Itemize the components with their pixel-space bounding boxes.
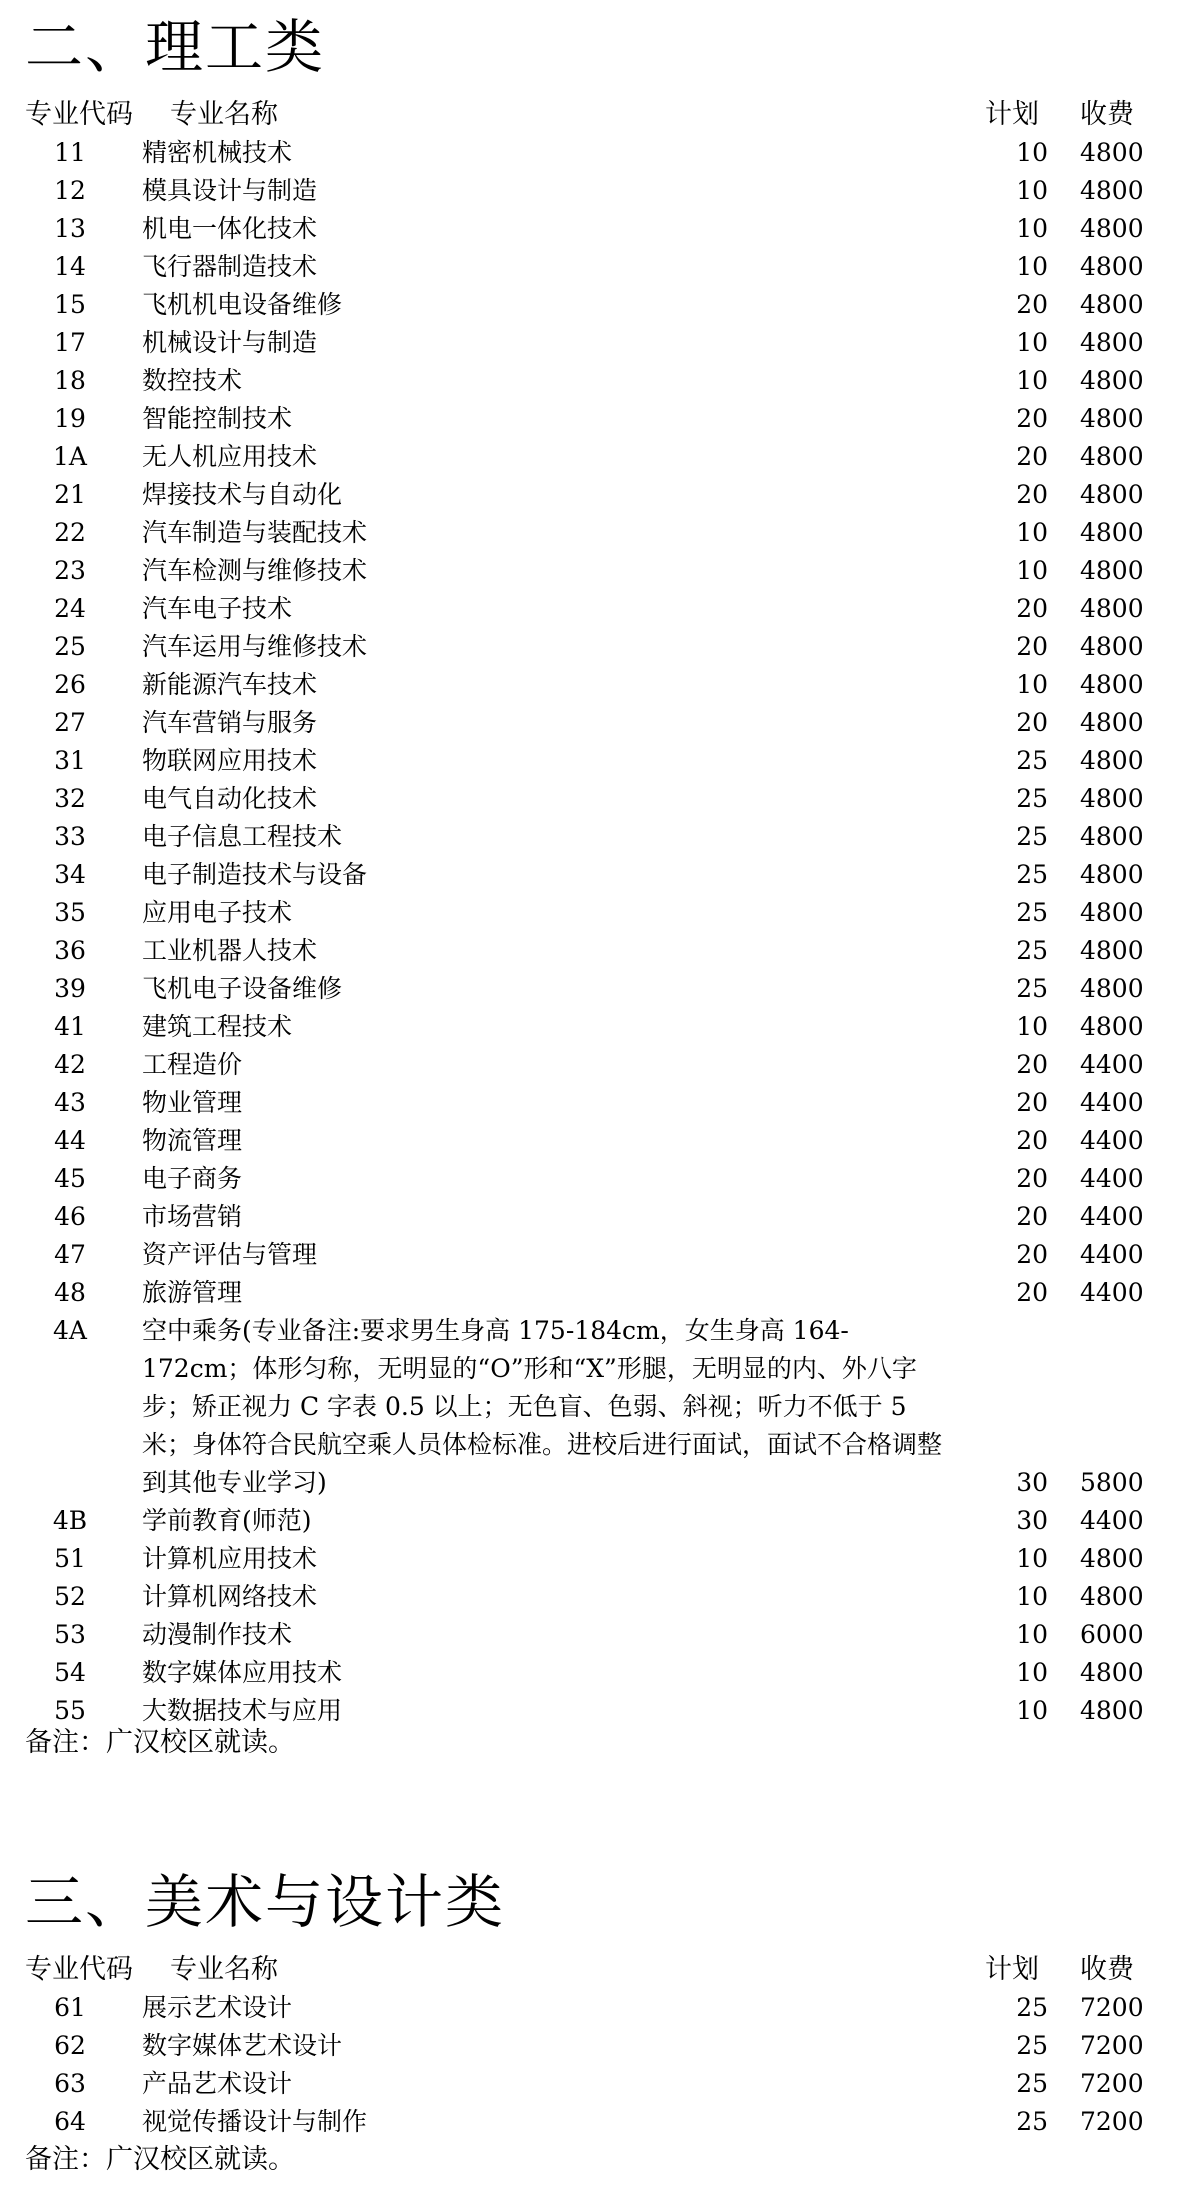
major-name: 动漫制作技术 [142,1620,293,1649]
major-plan: 10 [1016,1658,1048,1687]
header-fee: 收费 [1080,1954,1134,1985]
table-row [0,438,1200,476]
major-code: 12 [54,176,86,205]
major-fee: 4800 [1080,898,1144,927]
major-plan: 10 [1016,252,1048,281]
major-plan: 20 [1016,1202,1048,1231]
major-fee: 4400 [1080,1164,1144,1193]
major-plan: 20 [1016,404,1048,433]
major-name: 工程造价 [142,1050,243,1079]
table-row [0,666,1200,704]
major-plan: 10 [1016,556,1048,585]
major-code: 42 [54,1050,86,1079]
table-row [0,1312,1200,1502]
major-fee: 4400 [1080,1202,1144,1231]
table-row [0,1540,1200,1578]
major-plan: 30 [1016,1506,1048,1535]
major-plan: 25 [1016,746,1048,775]
major-fee: 4800 [1080,1658,1144,1687]
header-code: 专业代码 [25,1954,133,1985]
major-plan: 10 [1016,214,1048,243]
major-fee: 7200 [1080,1993,1144,2022]
table-row [0,476,1200,514]
major-name: 智能控制技术 [142,404,293,433]
major-name: 物业管理 [142,1088,243,1117]
major-plan: 20 [1016,594,1048,623]
major-name: 建筑工程技术 [142,1012,293,1041]
major-name: 数字媒体艺术设计 [142,2031,343,2060]
major-fee: 4800 [1080,1582,1144,1611]
major-fee: 4800 [1080,784,1144,813]
major-fee: 4400 [1080,1278,1144,1307]
table-row [0,552,1200,590]
major-plan: 10 [1016,1696,1048,1725]
major-name: 应用电子技术 [142,898,293,927]
table-row [0,970,1200,1008]
header-name: 专业名称 [170,99,278,130]
table-row [0,1122,1200,1160]
major-code: 26 [54,670,86,699]
major-plan: 10 [1016,1544,1048,1573]
major-plan: 20 [1016,1164,1048,1193]
table-row [0,1989,1200,2027]
major-plan: 25 [1016,822,1048,851]
major-name: 飞行器制造技术 [142,252,318,281]
major-list [0,134,1200,1730]
major-code: 61 [54,1993,86,2022]
header-name: 专业名称 [170,1954,278,1985]
major-fee: 4400 [1080,1050,1144,1079]
major-fee: 4800 [1080,138,1144,167]
major-fee: 6000 [1080,1620,1144,1649]
major-fee: 4800 [1080,860,1144,889]
major-fee: 4800 [1080,670,1144,699]
section-title: 二、理工类 [25,13,326,81]
major-name: 焊接技术与自动化 [142,480,343,509]
major-code: 4A [53,1316,87,1345]
section-note: 备注：广汉校区就读。 [25,2144,295,2175]
major-code: 15 [54,290,86,319]
major-code: 31 [54,746,86,775]
major-name: 机械设计与制造 [142,328,318,357]
major-fee: 4800 [1080,632,1144,661]
major-code: 46 [54,1202,86,1231]
major-name: 新能源汽车技术 [142,670,318,699]
major-list [0,1989,1200,2141]
table-row [0,1008,1200,1046]
major-code: 24 [54,594,86,623]
major-plan: 10 [1016,1012,1048,1041]
major-fee: 5800 [1080,1468,1144,1497]
major-code: 39 [54,974,86,1003]
major-fee: 4800 [1080,366,1144,395]
major-fee: 4800 [1080,214,1144,243]
major-plan: 25 [1016,936,1048,965]
major-plan: 10 [1016,670,1048,699]
table-row [0,2027,1200,2065]
table-row [0,172,1200,210]
major-code: 21 [54,480,86,509]
major-plan: 25 [1016,2031,1048,2060]
major-fee: 4400 [1080,1126,1144,1155]
major-name: 视觉传播设计与制作 [142,2107,368,2136]
header-fee: 收费 [1080,99,1134,130]
major-name: 模具设计与制造 [142,176,318,205]
major-plan: 20 [1016,290,1048,319]
major-fee: 4800 [1080,328,1144,357]
major-code: 54 [54,1658,86,1687]
major-code: 14 [54,252,86,281]
major-plan: 25 [1016,974,1048,1003]
table-row [0,818,1200,856]
major-name: 工业机器人技术 [142,936,318,965]
major-code: 1A [53,442,87,471]
major-plan: 10 [1016,1582,1048,1611]
major-fee: 4400 [1080,1088,1144,1117]
major-name: 汽车检测与维修技术 [142,556,368,585]
major-name: 汽车制造与装配技术 [142,518,368,547]
table-row [0,1198,1200,1236]
major-code: 48 [54,1278,86,1307]
table-row [0,1084,1200,1122]
major-name: 电气自动化技术 [142,784,318,813]
major-name: 机电一体化技术 [142,214,318,243]
major-plan: 25 [1016,860,1048,889]
major-name: 电子制造技术与设备 [142,860,368,889]
major-code: 53 [54,1620,86,1649]
major-fee: 4800 [1080,822,1144,851]
major-fee: 4800 [1080,404,1144,433]
major-name: 数字媒体应用技术 [142,1658,343,1687]
major-name: 物联网应用技术 [142,746,318,775]
major-fee: 4800 [1080,1012,1144,1041]
major-plan: 10 [1016,176,1048,205]
major-name: 精密机械技术 [142,138,293,167]
major-code: 44 [54,1126,86,1155]
major-fee: 4400 [1080,1506,1144,1535]
table-row [0,210,1200,248]
section-title: 三、美术与设计类 [25,1868,506,1936]
major-plan: 10 [1016,366,1048,395]
major-fee: 4800 [1080,290,1144,319]
table-row [0,704,1200,742]
major-plan: 25 [1016,1993,1048,2022]
major-name: 产品艺术设计 [142,2069,293,2098]
major-plan: 10 [1016,1620,1048,1649]
table-row [0,742,1200,780]
major-name: 资产评估与管理 [142,1240,318,1269]
major-plan: 20 [1016,1050,1048,1079]
table-row [0,856,1200,894]
major-name: 汽车运用与维修技术 [142,632,368,661]
major-plan: 20 [1016,480,1048,509]
major-name: 汽车营销与服务 [142,708,318,737]
table-row [0,590,1200,628]
table-row [0,286,1200,324]
table-row [0,894,1200,932]
major-name: 无人机应用技术 [142,442,318,471]
major-code: 34 [54,860,86,889]
table-row [0,780,1200,818]
major-fee: 4400 [1080,1240,1144,1269]
major-fee: 4800 [1080,1696,1144,1725]
major-name: 飞机电子设备维修 [142,974,343,1003]
major-name: 展示艺术设计 [142,1993,293,2022]
major-code: 51 [54,1544,86,1573]
table-row [0,1502,1200,1540]
major-fee: 4800 [1080,252,1144,281]
table-row [0,1160,1200,1198]
major-name: 电子商务 [142,1164,243,1193]
major-name: 汽车电子技术 [142,594,293,623]
major-plan: 20 [1016,1240,1048,1269]
major-fee: 4800 [1080,480,1144,509]
major-code: 64 [54,2107,86,2136]
major-name: 学前教育(师范) [142,1506,312,1535]
major-name: 计算机应用技术 [142,1544,318,1573]
table-row [0,1616,1200,1654]
major-code: 23 [54,556,86,585]
major-plan: 20 [1016,1126,1048,1155]
table-row [0,1046,1200,1084]
major-code: 63 [54,2069,86,2098]
major-name: 电子信息工程技术 [142,822,343,851]
major-plan: 20 [1016,1278,1048,1307]
major-fee: 7200 [1080,2069,1144,2098]
major-fee: 4800 [1080,974,1144,1003]
major-code: 17 [54,328,86,357]
major-plan: 20 [1016,442,1048,471]
major-fee: 4800 [1080,708,1144,737]
major-code: 18 [54,366,86,395]
major-plan: 30 [1016,1468,1048,1497]
major-code: 11 [54,138,86,167]
major-fee: 4800 [1080,556,1144,585]
major-code: 41 [54,1012,86,1041]
major-plan: 25 [1016,2069,1048,2098]
table-row [0,514,1200,552]
table-row [0,1274,1200,1312]
major-name: 飞机机电设备维修 [142,290,343,319]
major-plan: 25 [1016,898,1048,927]
major-code: 32 [54,784,86,813]
header-plan: 计划 [985,1954,1039,1985]
major-code: 45 [54,1164,86,1193]
major-code: 43 [54,1088,86,1117]
table-row [0,2103,1200,2141]
major-name: 市场营销 [142,1202,243,1231]
table-row [0,2065,1200,2103]
major-plan: 25 [1016,784,1048,813]
major-plan: 10 [1016,518,1048,547]
major-name: 大数据技术与应用 [142,1696,343,1725]
major-plan: 20 [1016,708,1048,737]
major-code: 27 [54,708,86,737]
table-row [0,248,1200,286]
major-fee: 7200 [1080,2107,1144,2136]
major-code: 19 [54,404,86,433]
major-code: 36 [54,936,86,965]
major-plan: 20 [1016,1088,1048,1117]
major-plan: 20 [1016,632,1048,661]
major-code: 35 [54,898,86,927]
section-note: 备注：广汉校区就读。 [25,1727,295,1758]
major-code: 47 [54,1240,86,1269]
major-code: 22 [54,518,86,547]
major-fee: 4800 [1080,746,1144,775]
header-plan: 计划 [985,99,1039,130]
major-code: 4B [52,1506,88,1535]
major-name: 数控技术 [142,366,243,395]
major-fee: 4800 [1080,518,1144,547]
major-code: 62 [54,2031,86,2060]
major-code: 25 [54,632,86,661]
major-fee: 4800 [1080,176,1144,205]
major-name: 旅游管理 [142,1278,243,1307]
major-plan: 10 [1016,328,1048,357]
header-code: 专业代码 [25,99,133,130]
major-code: 55 [54,1696,86,1725]
table-row [0,134,1200,172]
major-code: 13 [54,214,86,243]
table-row [0,1654,1200,1692]
table-row [0,1236,1200,1274]
major-plan: 10 [1016,138,1048,167]
table-row [0,400,1200,438]
major-fee: 4800 [1080,442,1144,471]
major-fee: 4800 [1080,1544,1144,1573]
major-code: 52 [54,1582,86,1611]
table-row [0,362,1200,400]
major-name: 物流管理 [142,1126,243,1155]
table-row [0,1578,1200,1616]
major-fee: 7200 [1080,2031,1144,2060]
major-fee: 4800 [1080,936,1144,965]
major-plan: 25 [1016,2107,1048,2136]
major-code: 33 [54,822,86,851]
table-row [0,324,1200,362]
major-name: 计算机网络技术 [142,1582,318,1611]
major-fee: 4800 [1080,594,1144,623]
table-row [0,932,1200,970]
table-row [0,628,1200,666]
major-name: 空中乘务(专业备注:要求男生身高 175-184cm，女生身高 164-172cm；体形匀称，无明显的“O”形和“X”形腿，无明显的内、外八字步；矫正视力 C 字表 0.5 以上；无色盲、色弱、斜视；听力不低于 5 米；身体符合民航空乘人员体检标准。进校后进行面试，面试不合格调整到其他专业学习) [142,1316,943,1497]
